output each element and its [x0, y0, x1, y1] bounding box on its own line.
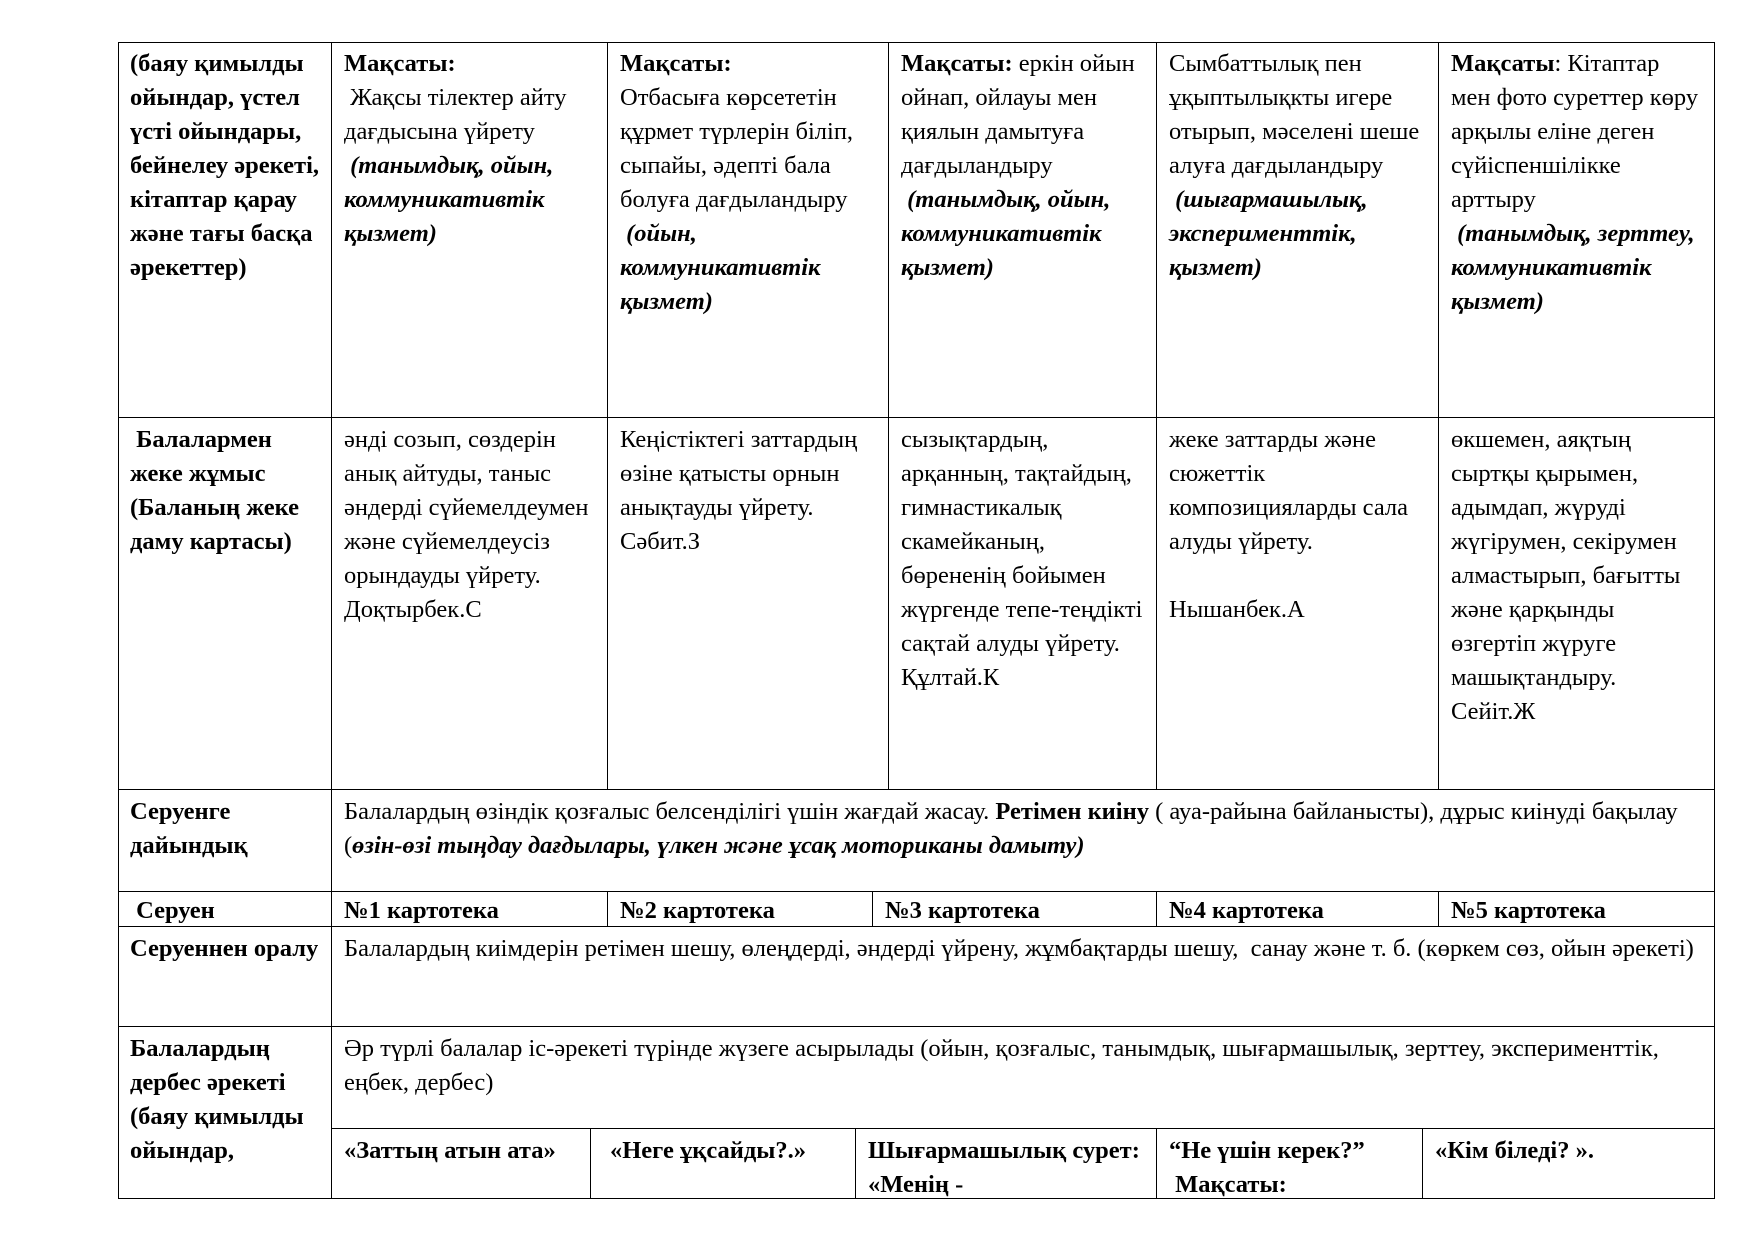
grid-line	[118, 789, 1715, 790]
grid-line	[855, 1128, 856, 1199]
activity-day-1	[333, 43, 607, 417]
grid-line	[1156, 891, 1157, 927]
game-4: “Не үшін керек?” Мақсаты:	[1169, 1137, 1365, 1198]
activity-day-4	[1158, 43, 1438, 417]
game-1: «Заттың атын ата»	[344, 1137, 556, 1164]
walk-card-5[interactable]: №5 картотека	[1451, 897, 1606, 924]
grid-line	[888, 42, 889, 790]
goal-label: Мақсаты:	[344, 50, 456, 77]
goal-text: Отбасыға көрсететін құрмет түрлерін біліп, сыпайы, әдепті бала болуға дағдыландыру	[620, 84, 860, 213]
goal-label: Мақсаты	[1451, 50, 1555, 77]
goal-label: Мақсаты:	[901, 50, 1013, 77]
walk-prep-text	[333, 791, 1714, 891]
individual-day-1: әнді созып, сөздерін анық айтуды, таныс әндерді сүйемелдеумен және сүйемелдеусіз орындауды үйрету. Доқтырбек.С	[344, 426, 595, 623]
grid-line	[118, 891, 1715, 892]
game-3: Шығармашылық сурет: «Менің -	[868, 1137, 1146, 1198]
walk-prep-text-2: ( ауа-райына байланысты), дұрыс киінуді бақылау (	[344, 798, 1684, 859]
grid-line	[1438, 891, 1439, 927]
walk-prep-text-bold: Ретімен киіну	[995, 798, 1149, 825]
row-label-walk-prep: Серуенге дайындық	[130, 798, 248, 859]
grid-line	[607, 42, 608, 790]
grid-line	[118, 1198, 1715, 1199]
goal-tags: (танымдық, ойын, коммуникативтік қызмет)	[344, 152, 560, 247]
game-2: «Неге ұқсайды?.»	[610, 1137, 807, 1164]
activity-day-2	[609, 43, 888, 417]
individual-day-5: өкшемен, аяқтың сыртқы қырымен, адымдап, жүруді жүгірумен, секірумен алмастырып, бағытты және қарқынды өзгертіп жүруге машықтандыру. Сейіт.Ж	[1451, 426, 1687, 725]
game-5: «Кім біледі? ».	[1435, 1137, 1594, 1164]
grid-line	[872, 891, 873, 927]
grid-line	[590, 1128, 591, 1199]
goal-tags: (танымдық, ойын, коммуникативтік қызмет)	[901, 186, 1117, 281]
grid-line	[1714, 42, 1715, 1199]
activity-day-5	[1440, 43, 1714, 417]
walk-card-1[interactable]: №1 картотека	[344, 897, 499, 924]
goal-text: Сымбаттылық пен ұқыптылықкты игере отырып, мәселені шеше алуға дағдыландыру	[1169, 50, 1426, 179]
grid-line	[331, 1128, 1715, 1129]
activity-day-3	[890, 43, 1156, 417]
row-label-individual: Балалармен жеке жұмыс (Баланың жеке даму картасы)	[130, 426, 306, 555]
goal-text: еркін ойын ойнап, ойлауы мен қиялын дамытуға дағдыландыру	[901, 50, 1141, 179]
goal-text: Жақсы тілектер айту дағдысына үйрету	[344, 84, 573, 145]
goal-label: Мақсаты:	[620, 50, 732, 77]
goal-tags: (ойын, коммуникативтік қызмет)	[620, 220, 827, 315]
walk-prep-text-1: Балалардың өзіндік қозғалыс белсенділігі үшін жағдай жасау.	[344, 798, 996, 825]
grid-line	[607, 891, 608, 927]
grid-line	[1438, 42, 1439, 790]
grid-line	[118, 42, 1715, 43]
return-text: Балалардың киімдерін ретімен шешу, өлеңдерді, әндерді үйрену, жұмбақтарды шешу, санау және т. б. (көркем сөз, ойын әрекеті)	[344, 935, 1694, 962]
grid-line	[1156, 1128, 1157, 1199]
row-label-walk: Серуен	[130, 897, 215, 924]
walk-card-3[interactable]: №3 картотека	[885, 897, 1040, 924]
row-label-activity: (баяу қимылды ойындар, үстел үсті ойындары, бейнелеу әрекеті, кітаптар қарау және тағы басқа әрекеттер)	[130, 50, 326, 281]
walk-prep-text-italic: өзін-өзі тыңдау дағдылары, үлкен және ұсақ моториканы дамыту)	[352, 832, 1085, 859]
grid-line	[118, 42, 119, 1199]
individual-day-4: жеке заттарды және сюжеттік композицияларды сала алуды үйрету. Нышанбек.А	[1169, 426, 1409, 623]
goal-tags: (танымдық, зерттеу, коммуникативтік қызмет)	[1451, 220, 1701, 315]
goal-text: : Кітаптар мен фото суреттер көру арқылы еліне деген сүйіспеншілікке арттыру	[1451, 50, 1705, 213]
row-label-independent: Балалардың дербес әрекеті (баяу қимылды ойындар,	[130, 1035, 310, 1164]
grid-line	[1156, 42, 1157, 790]
grid-line	[118, 1026, 1715, 1027]
walk-card-2[interactable]: №2 картотека	[620, 897, 775, 924]
row-label-return: Серуеннен оралу	[130, 935, 319, 962]
grid-line	[118, 926, 1715, 927]
walk-card-4[interactable]: №4 картотека	[1169, 897, 1324, 924]
grid-line	[1422, 1128, 1423, 1199]
goal-tags: (шығармашылық, эксперименттік, қызмет)	[1169, 186, 1374, 281]
independent-text: Әр түрлі балалар іс-әрекеті түрінде жүзеге асырылады (ойын, қозғалыс, танымдық, шығармашылық, зерттеу, эксперименттік, еңбек, дербес)	[344, 1035, 1665, 1096]
grid-line	[118, 417, 1715, 418]
individual-day-2: Кеңістіктегі заттардың өзіне қатысты орнын анықтауды үйрету. Сәбит.З	[620, 426, 864, 555]
individual-day-3: сызықтардың, арқанның, тақтайдың, гимнастикалық скамейканың, бөрененің бойымен жүргенде тепе-теңдікті сақтай алуды үйрету. Құлтай.К	[901, 426, 1149, 691]
grid-line	[331, 42, 332, 1199]
